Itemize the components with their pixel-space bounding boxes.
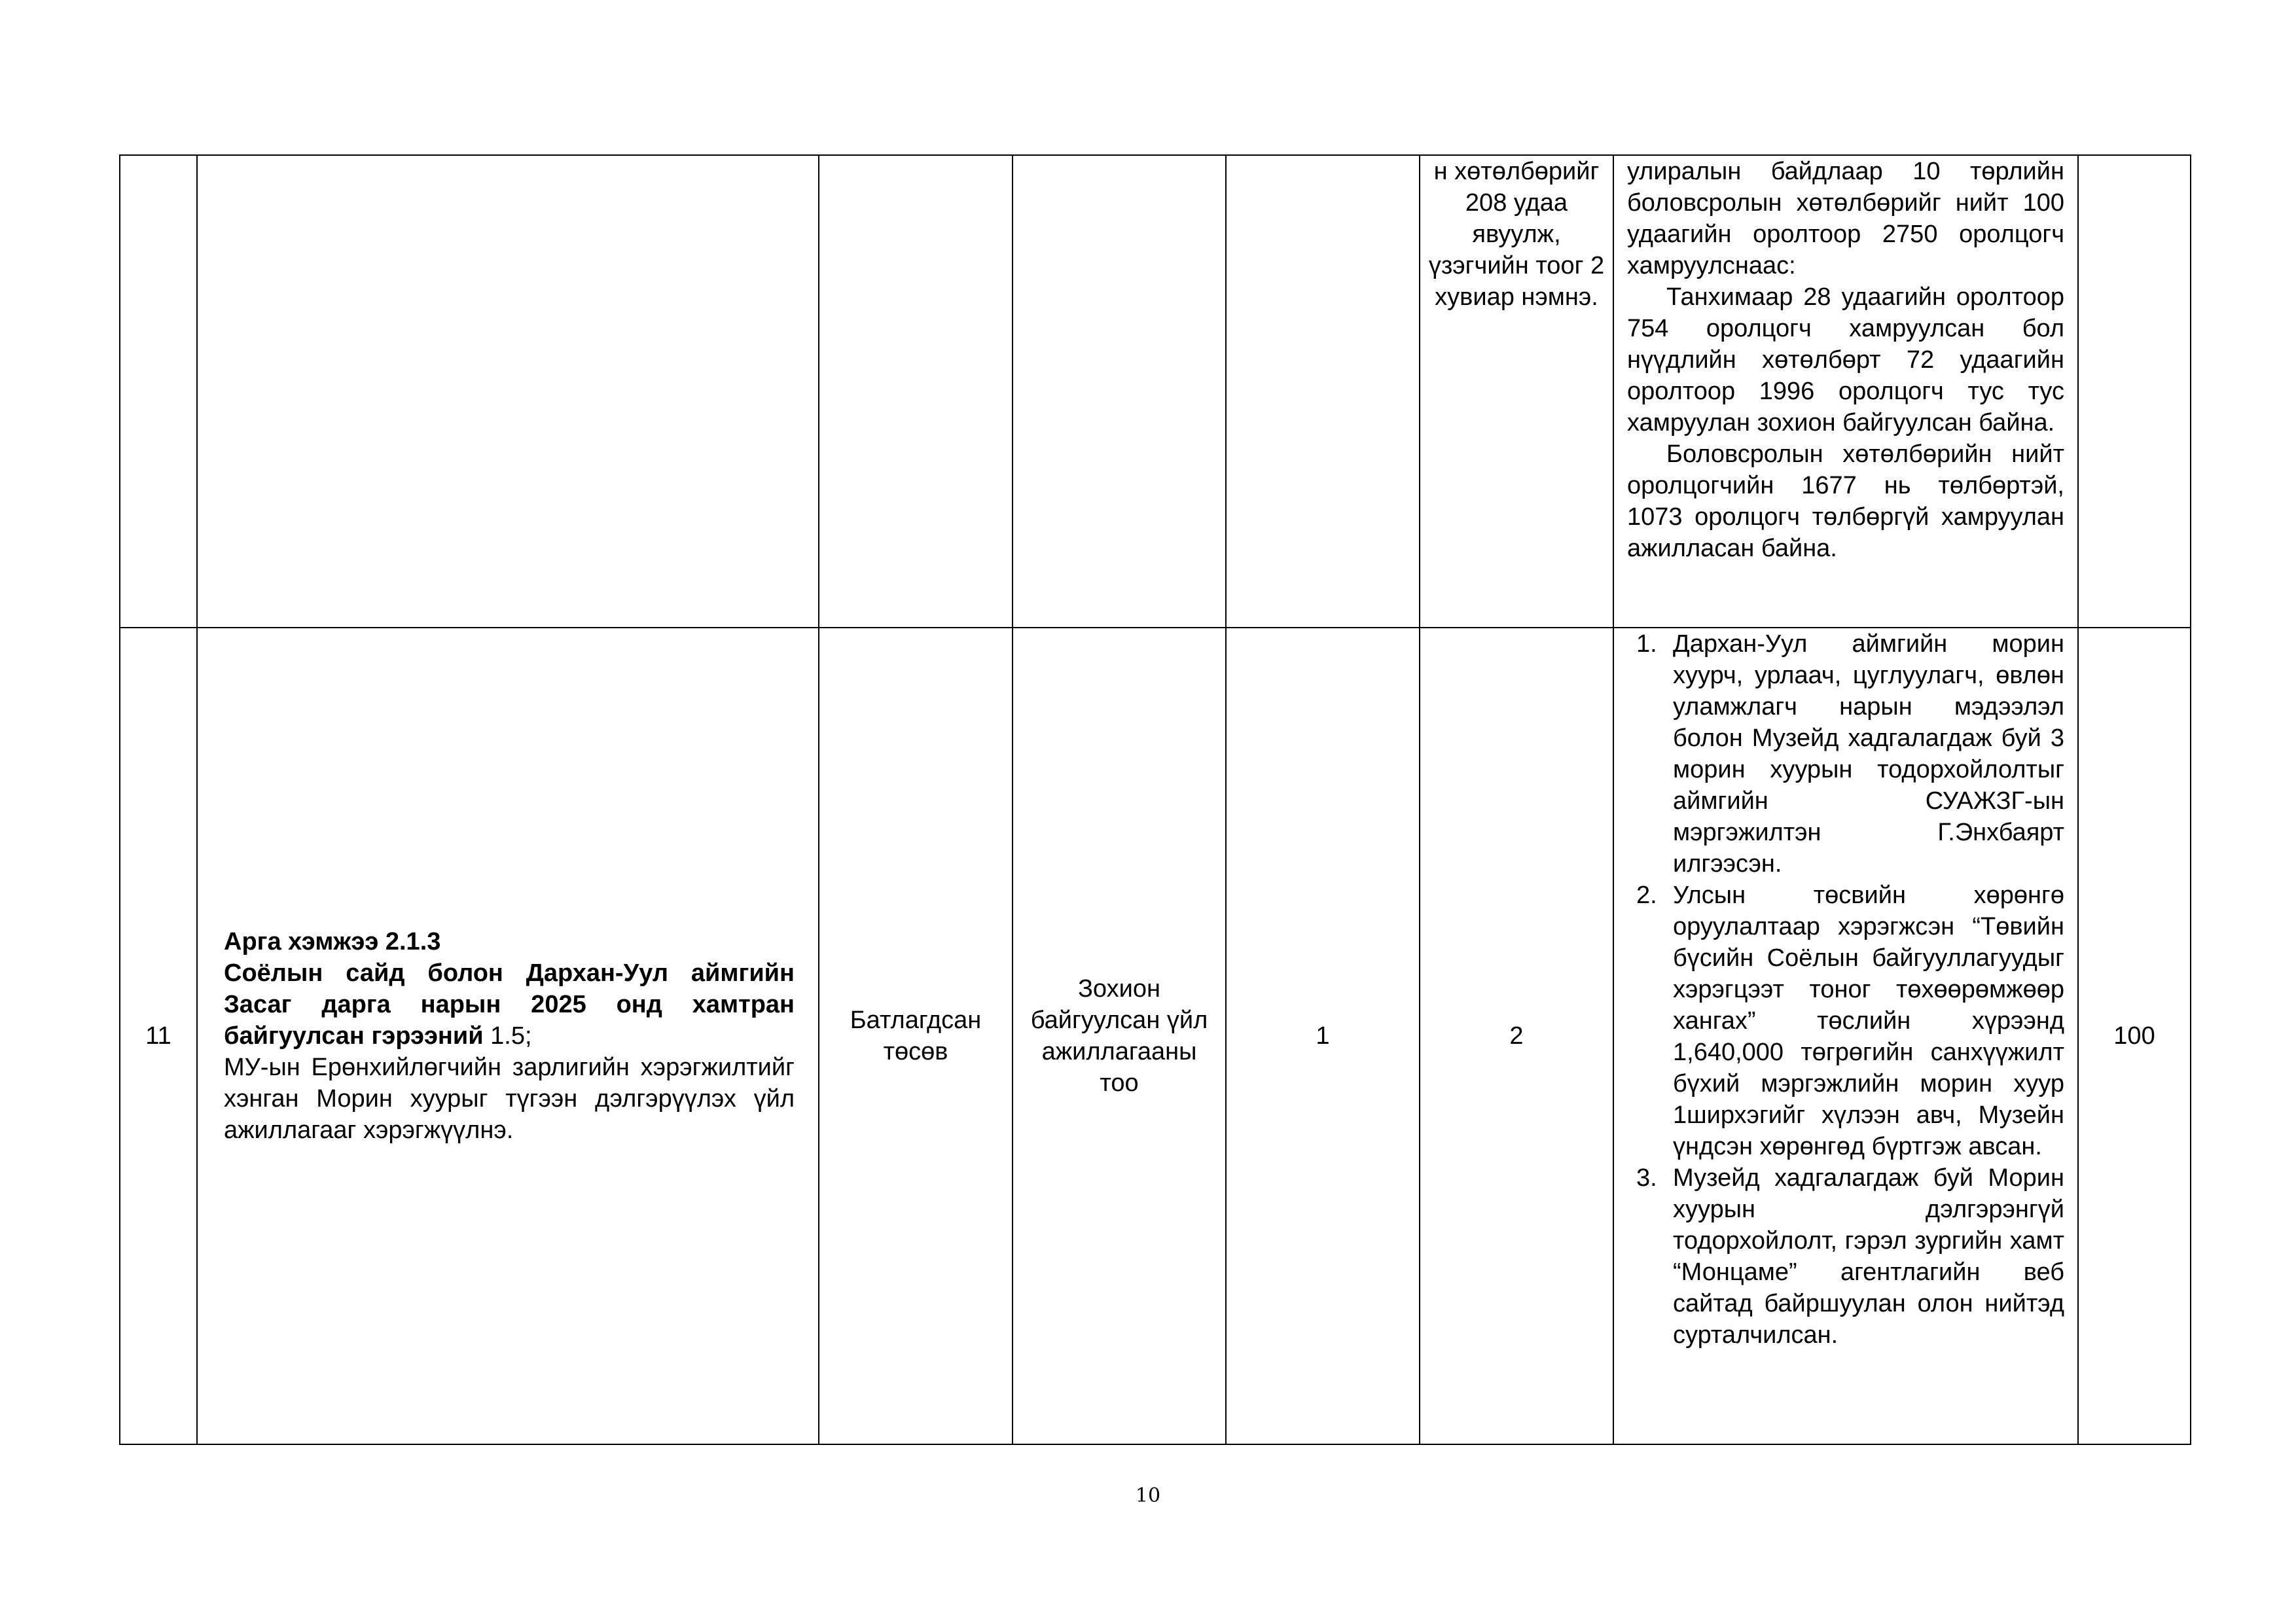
cell-measure: [197, 628, 819, 1444]
cell-target: [1420, 155, 1613, 628]
cell-measure: [197, 155, 819, 628]
cell-result: [1613, 155, 2078, 628]
list-number: 2.: [1636, 882, 1657, 909]
result-paragraph: Боловсролын хөтөлбөрийн нийт оролцогчийн 1677 нь төлбөртэй, 1073 оролцогч төлбөргүй хамруулан ажилласан байна.: [1627, 440, 2064, 562]
cell-baseline: 1: [1226, 628, 1420, 1444]
cell-result: [1613, 628, 2078, 1444]
measure-agreement: Соёлын сайд болон Дархан-Уул аймгийн Засаг дарга нарын 2025 онд хамтран байгуулсан гэрээний: [224, 959, 795, 1050]
page-number: 10: [1135, 1484, 1161, 1507]
cell-indicator: [1013, 155, 1226, 628]
measure-clause: 1.5;: [483, 1022, 532, 1050]
cell-target: 2: [1420, 628, 1613, 1444]
list-item: [1627, 880, 2064, 1162]
list-text: Улсын төсвийн хөрөнгө оруулалтаар хэрэгжсэн “Төвийн бүсийн Соёлын байгууллагуудыг хэрэгцээт тоног төхөөрөмжөөр хангах” төслийн хүрээнд 1,640,000 төгрөгийн санхүүжилт бүхий мэргэжлийн морин хуур 1ширхэгийг хүлээн авч, Музейн үндсэн хөрөнгөд бүртгэж авсан.: [1673, 882, 2064, 1160]
list-text: Музейд хадгалагдаж буй Морин хуурын дэлгэрэнгүй тодорхойлолт, гэрэл зургийн хамт “Монцаме” агентлагийн веб сайтад байршуулан олон нийтэд сурталчилсан.: [1673, 1164, 2064, 1349]
cell-baseline: [1226, 155, 1420, 628]
cell-score: 100: [2078, 628, 2191, 1444]
cell-score: [2078, 155, 2191, 628]
cell-number: 11: [120, 628, 197, 1444]
cell-source: Батлагдсан төсөв: [819, 628, 1013, 1444]
report-table: [119, 154, 2191, 1445]
result-paragraph: улиралын байдлаар 10 төрлийн боловсролын хөтөлбөрийг нийт 100 удаагийн оролтоор 2750 оролцогч хамруулснаас:: [1627, 158, 2064, 279]
result-list: [1614, 628, 2077, 1351]
cell-number: [120, 155, 197, 628]
result-paragraph: Танхимаар 28 удаагийн оролтоор 754 оролцогч хамруулсан бол нүүдлийн хөтөлбөрт 72 удаагийн оролтоор 1996 оролцогч тус тус хамруулан зохион байгуулсан байна.: [1627, 283, 2064, 437]
table-row-11: [120, 628, 2191, 1444]
cell-indicator: Зохион байгуулсан үйл ажиллагааны тоо: [1013, 628, 1226, 1444]
list-item: [1627, 628, 2064, 880]
table-row-continued: [120, 155, 2191, 628]
measure-title: Арга хэмжээ 2.1.3: [224, 928, 441, 955]
target-text: н хөтөлбөрийг 208 удаа явуулж, үзэгчийн тоог 2 хувиар нэмнэ.: [1428, 158, 1605, 311]
list-number: 1.: [1636, 630, 1657, 658]
list-text: Дархан-Уул аймгийн морин хуурч, урлаач, цуглуулагч, өвлөн уламжлагч нарын мэдээлэл болон Музейд хадгалагдаж буй 3 морин хуурын тодорхойлолтыг аймгийн СУАЖЗГ-ын мэргэжилтэн Г.Энхбаярт илгээсэн.: [1673, 630, 2064, 878]
cell-source: [819, 155, 1013, 628]
measure-text: МУ-ын Ерөнхийлөгчийн зарлигийн хэрэгжилтийг хэнган Морин хуурыг түгээн дэлгэрүүлэх үйл ажиллагааг хэрэгжүүлнэ.: [224, 1054, 795, 1144]
list-item: [1627, 1162, 2064, 1351]
list-number: 3.: [1636, 1164, 1657, 1192]
